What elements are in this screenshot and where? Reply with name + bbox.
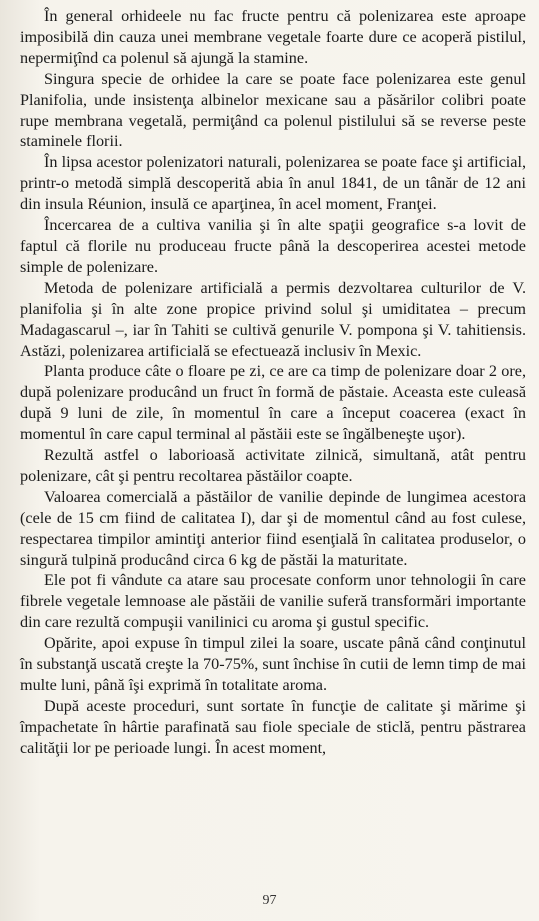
paragraph-4: Încercarea de a cultiva vanilia şi în alte spaţii geografice s-a lovit de faptul că florile nu produceau fructe până la descoperirea acestei metode simple de polenizare. [20, 216, 526, 276]
page-body [20, 6, 526, 759]
paragraph-2: Singura specie de orhidee la care se poate face polenizarea este genul Planifolia, unde insistenţa albinelor mexicane sau a păsărilor colibri poate rupe membrana vegetală, permiţând ca polenul pistilului să se reverse peste staminele florii. [20, 69, 526, 151]
paragraph-1: În general orhideele nu fac fructe pentru că polenizarea este aproape imposibilă din cauza unei membrane vegetale foarte dure ce acoperă pistilul, nepermiţînd ca polenul să ajungă la stamine. [20, 7, 526, 67]
paragraph-6: Planta produce câte o floare pe zi, ce are ca timp de polenizare doar 2 ore, după polenizare producând un fruct în formă de păstaie. Aceasta este culeasă după 9 luni de zile, în momentul în care a început coacerea (exact în momentul în care capul terminal al păstăii este se îngălbeneşte uşor). [20, 362, 526, 444]
paragraph-7: Rezultă astfel o laborioasă activitate zilnică, simultană, atât pentru polenizare, cât şi pentru recoltarea păstăilor coapte. [20, 446, 526, 485]
page-number: 97 [262, 893, 277, 908]
paragraph-8: Valoarea comercială a păstăilor de vanilie depinde de lungimea acestora (cele de 15 cm fiind de calitatea I), dar şi de momentul când au fost culese, respectarea timpilor amintiţi anterior fiind esenţială în calitatea produselor, o singură tulpină producând circa 6 kg de păstăi la maturitate. [20, 487, 526, 569]
paragraph-10: Opărite, apoi expuse în timpul zilei la soare, uscate până când conţinutul în substanţă uscată creşte la 70-75%, sunt închise în cutii de lemn timp de mai multe luni, până îşi exprimă în totalitate aroma. [20, 634, 526, 694]
paragraph-3: În lipsa acestor polenizatori naturali, polenizarea se poate face şi artificial, printr-o metodă simplă descoperită abia în anul 1841, de un tânăr de 12 ani din insula Réunion, insulă ce aparţinea, în acel moment, Franţei. [20, 153, 526, 214]
paragraph-11: După aceste proceduri, sunt sortate în funcţie de calitate şi mărime şi împachetate în hârtie parafinată sau fiole speciale de sticlă, pentru păstrarea calităţii lor pe perioade lungi. În acest moment, [20, 696, 526, 757]
paragraph-9: Ele pot fi vândute ca atare sau procesate conform unor tehnologii în care fibrele vegetale lemnoase ale păstăii de vanilie suferă transformări importante din care rezultă compuşii vanilinici cu aroma şi gustul specific. [20, 571, 526, 632]
paragraph-5: Metoda de polenizare artificială a permis dezvoltarea culturilor de V. planifolia şi în alte zone propice privind solul şi umiditatea – precum Madagascarul –, iar în Tahiti se cultivă genurile V. pompona şi V. tahitiensis. Astăzi, polenizarea artificială se efectuează inclusiv în Mexic. [20, 278, 526, 360]
